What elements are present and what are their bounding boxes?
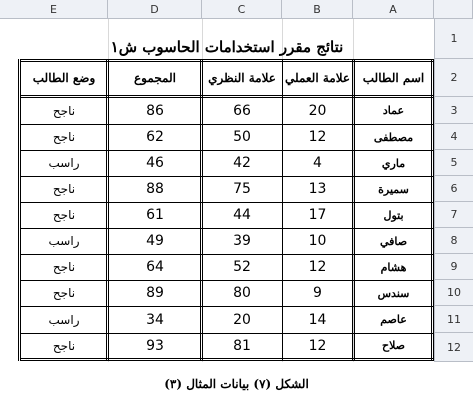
sheet-title[interactable]: نتائج مقرر استخدامات الحاسوب ش١: [110, 38, 344, 56]
cell-status[interactable]: ناجح: [52, 182, 76, 196]
cell-status[interactable]: راسب: [48, 156, 80, 170]
cell-practical[interactable]: 17: [308, 207, 327, 223]
border: [20, 59, 434, 60]
cell-total[interactable]: 64: [146, 259, 164, 275]
cell-total[interactable]: 34: [146, 311, 164, 328]
header-theory[interactable]: علامة النظري: [208, 71, 276, 85]
cell-status[interactable]: ناجح: [52, 260, 76, 274]
header-total[interactable]: المجموع: [134, 71, 176, 85]
cell-theory[interactable]: 80: [233, 285, 251, 301]
select-all-corner[interactable]: [434, 0, 473, 19]
border: [20, 97, 434, 98]
border: [18, 59, 21, 361]
cell-practical[interactable]: 12: [308, 129, 327, 145]
cell-total[interactable]: 86: [146, 102, 164, 119]
cell-theory[interactable]: 44: [233, 207, 251, 223]
border: [352, 59, 355, 361]
cell-name[interactable]: سندس: [377, 286, 410, 300]
cell-status[interactable]: ناجح: [52, 208, 76, 222]
row-header[interactable]: 4: [434, 124, 473, 150]
border: [20, 61, 434, 62]
cell-practical[interactable]: 14: [308, 311, 327, 328]
cell-theory[interactable]: 42: [233, 155, 251, 171]
cell-status[interactable]: ناجح: [52, 286, 76, 300]
cell-total[interactable]: 93: [146, 337, 164, 354]
cell-practical[interactable]: 9: [313, 285, 322, 301]
cell-total[interactable]: 62: [146, 129, 164, 145]
cell-theory[interactable]: 39: [233, 233, 251, 249]
border: [200, 59, 203, 361]
row-header[interactable]: 9: [434, 254, 473, 280]
cell-practical[interactable]: 12: [308, 337, 327, 354]
cell-theory[interactable]: 52: [233, 259, 251, 275]
cell-theory[interactable]: 81: [233, 337, 251, 354]
row-header[interactable]: 6: [434, 176, 473, 202]
border: [282, 59, 283, 361]
cell-name[interactable]: مصطفى: [373, 130, 414, 144]
border: [20, 358, 434, 359]
cell-practical[interactable]: 10: [308, 233, 327, 249]
cell-total[interactable]: 61: [146, 207, 164, 223]
cell-theory[interactable]: 75: [233, 181, 251, 197]
cell-name[interactable]: هشام: [380, 260, 407, 274]
cell-name[interactable]: عاصم: [380, 313, 407, 326]
row-header[interactable]: 11: [434, 306, 473, 333]
cell-total[interactable]: 46: [146, 155, 164, 171]
column-header-b[interactable]: B: [282, 0, 353, 19]
row-header[interactable]: 5: [434, 150, 473, 176]
cell-name[interactable]: سميرة: [378, 182, 409, 196]
column-header-e[interactable]: E: [0, 0, 108, 19]
cell-status[interactable]: راسب: [48, 312, 80, 327]
border: [431, 59, 434, 361]
header-status[interactable]: وضع الطالب: [32, 71, 96, 85]
row-header[interactable]: 7: [434, 202, 473, 228]
row-header[interactable]: 10: [434, 280, 473, 306]
cell-practical[interactable]: 13: [308, 181, 327, 197]
row-header[interactable]: 12: [434, 333, 473, 362]
column-header-d[interactable]: D: [108, 0, 202, 19]
border: [20, 360, 434, 361]
cell-theory[interactable]: 66: [233, 102, 251, 119]
cell-total[interactable]: 89: [146, 285, 164, 301]
cell-name[interactable]: صلاح: [382, 339, 406, 352]
cell-total[interactable]: 49: [146, 233, 164, 249]
row-header[interactable]: 1: [434, 19, 473, 59]
column-header-a[interactable]: A: [353, 0, 434, 19]
cell-name[interactable]: عماد: [382, 104, 405, 117]
figure-caption: الشكل (٧) بيانات المثال (٣): [164, 377, 309, 391]
cell-status[interactable]: ناجح: [52, 338, 76, 353]
row-header[interactable]: 3: [434, 97, 473, 124]
cell-theory[interactable]: 20: [233, 311, 251, 328]
cell-name[interactable]: صافي: [379, 234, 408, 248]
header-name[interactable]: اسم الطالب: [362, 71, 425, 85]
cell-practical[interactable]: 20: [308, 102, 327, 119]
row-header[interactable]: 8: [434, 228, 473, 254]
cell-status[interactable]: ناجح: [52, 103, 76, 118]
cell-status[interactable]: راسب: [48, 234, 80, 248]
column-header-c[interactable]: C: [202, 0, 282, 19]
cell-practical[interactable]: 12: [308, 259, 327, 275]
cell-name[interactable]: بتول: [383, 208, 404, 222]
cell-theory[interactable]: 50: [233, 129, 251, 145]
border: [20, 95, 434, 96]
cell-total[interactable]: 88: [146, 181, 164, 197]
cell-name[interactable]: ماري: [381, 156, 406, 170]
cell-status[interactable]: ناجح: [52, 130, 76, 144]
cell-practical[interactable]: 4: [313, 155, 322, 171]
header-practical[interactable]: علامة العملي: [284, 71, 351, 85]
row-header[interactable]: 2: [434, 59, 473, 97]
border: [106, 59, 109, 361]
